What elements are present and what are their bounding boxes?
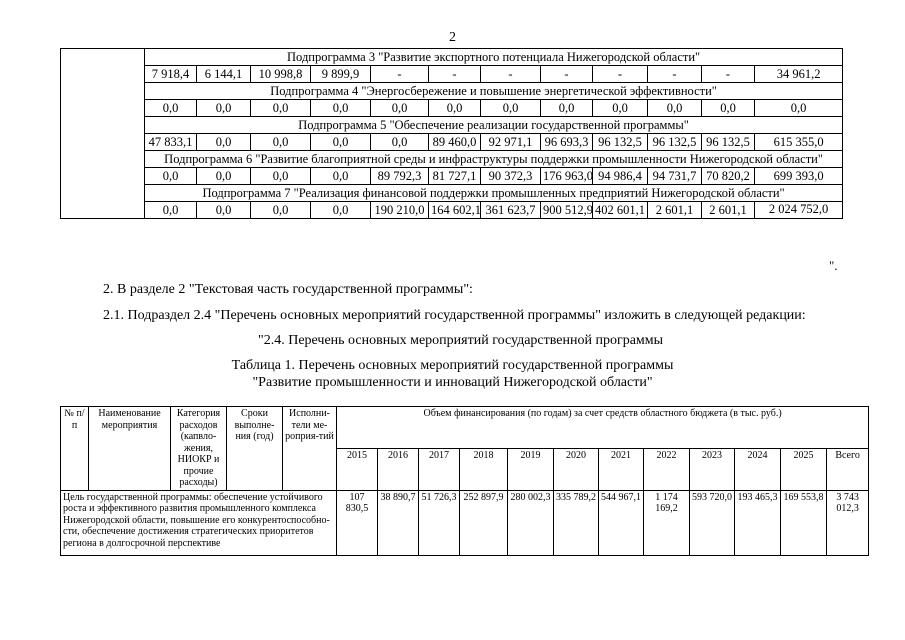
value-cell: 96 132,5 — [648, 134, 702, 151]
value-cell: 0,0 — [755, 100, 843, 117]
value-cell: - — [702, 66, 755, 83]
year-header: Всего — [827, 448, 869, 490]
value-cell: 89 460,0 — [429, 134, 481, 151]
value-cell: 6 144,1 — [197, 66, 251, 83]
value-cell: 0,0 — [197, 168, 251, 185]
value-cell: 190 210,0 — [371, 202, 429, 219]
subprogram-values-row — [61, 168, 843, 185]
subprogram-title-row — [61, 117, 843, 134]
value-cell: 402 601,1 — [593, 202, 648, 219]
subprogram-title-row — [61, 49, 843, 66]
subprogram-title: Подпрограмма 7 "Реализация финансовой поддержки промышленных предприятий Нижегородской области" — [145, 185, 843, 202]
value-cell: 0,0 — [145, 168, 197, 185]
goal-value-cell: 593 720,0 — [690, 490, 735, 555]
goal-value-cell: 280 002,3 — [508, 490, 554, 555]
value-cell: 0,0 — [311, 134, 371, 151]
year-header: 2025 — [781, 448, 827, 490]
subprogram-title-row — [61, 83, 843, 100]
goal-value-cell: 335 789,2 — [554, 490, 599, 555]
value-cell: 0,0 — [702, 100, 755, 117]
value-cell: 94 986,4 — [593, 168, 648, 185]
value-cell: 7 918,4 — [145, 66, 197, 83]
value-cell: 2 601,1 — [702, 202, 755, 219]
header-terms: Сроки выполне-ния (год) — [227, 407, 283, 491]
subprogram-title-row — [61, 151, 843, 168]
header-executors: Исполни-тели ме-роприя-тий — [283, 407, 337, 491]
paragraph-subsection-2-1: 2.1. Подраздел 2.4 "Перечень основных мероприятий государственной программы" изложить в следующей редакции: — [103, 308, 806, 323]
value-cell: - — [593, 66, 648, 83]
header-expense-category: Категория расходов (капвло-жения, НИОКР и прочие расходы) — [171, 407, 227, 491]
value-cell: 164 602,1 — [429, 202, 481, 219]
value-cell: 70 820,2 — [702, 168, 755, 185]
goal-value-cell: 193 465,3 — [735, 490, 781, 555]
top-financing-table — [60, 48, 843, 219]
value-cell: 0,0 — [593, 100, 648, 117]
value-cell: 96 132,5 — [702, 134, 755, 151]
value-cell: 0,0 — [311, 202, 371, 219]
goal-value-cell: 1 174 169,2 — [644, 490, 690, 555]
table-caption-line-1: Таблица 1. Перечень основных мероприятий государственной программы — [231, 358, 674, 373]
value-cell: 94 731,7 — [648, 168, 702, 185]
value-cell: 89 792,3 — [371, 168, 429, 185]
subprogram-values-row — [61, 202, 843, 219]
value-cell: 0,0 — [251, 100, 311, 117]
value-cell: 176 963,0 — [541, 168, 593, 185]
value-cell: - — [371, 66, 429, 83]
goal-value-cell: 3 743 012,3 — [827, 490, 869, 555]
value-cell: 0,0 — [145, 100, 197, 117]
value-cell: 10 998,8 — [251, 66, 311, 83]
value-cell: - — [648, 66, 702, 83]
subprogram-values-row — [61, 66, 843, 83]
value-cell: - — [429, 66, 481, 83]
paragraph-section-2: 2. В разделе 2 "Текстовая часть государственной программы": — [103, 282, 473, 297]
value-cell: 0,0 — [197, 202, 251, 219]
value-cell: 0,0 — [541, 100, 593, 117]
goal-value-cell: 544 967,1 — [599, 490, 644, 555]
value-cell: 0,0 — [311, 168, 371, 185]
blank-left-column — [61, 49, 145, 219]
value-cell: 0,0 — [481, 100, 541, 117]
value-cell: 92 971,1 — [481, 134, 541, 151]
subprogram-title: Подпрограмма 6 "Развитие благоприятной среды и инфраструктуры поддержки промышленности Нижегородской области" — [145, 151, 843, 168]
subprogram-values-row — [61, 134, 843, 151]
value-cell: 0,0 — [311, 100, 371, 117]
table-caption-line-2: "Развитие промышленности и инноваций Нижегородской области" — [252, 375, 653, 390]
year-header: 2023 — [690, 448, 735, 490]
value-cell: 0,0 — [197, 134, 251, 151]
subprogram-title-row — [61, 185, 843, 202]
subprogram-title: Подпрограмма 5 "Обеспечение реализации государственной программы" — [145, 117, 843, 134]
value-cell: 0,0 — [648, 100, 702, 117]
subprogram-title: Подпрограмма 3 "Развитие экспортного потенциала Нижегородской области" — [145, 49, 843, 66]
goal-text: Цель государственной программы: обеспечение устойчивого роста и эффективного развития промышленного комплекса Нижегородской области, повышение его конкурентоспособно-сти, обеспечение достижения стратегических приоритетов региона в долгосрочной перспективе — [61, 490, 337, 555]
year-header: 2017 — [419, 448, 460, 490]
value-cell: - — [541, 66, 593, 83]
value-cell: 699 393,0 — [755, 168, 843, 185]
goal-value-cell: 107 830,5 — [337, 490, 378, 555]
value-cell: 0,0 — [371, 134, 429, 151]
goal-value-cell: 169 553,8 — [781, 490, 827, 555]
value-cell: 361 623,7 — [481, 202, 541, 219]
value-cell: 0,0 — [371, 100, 429, 117]
header-financing: Объем финансирования (по годам) за счет средств областного бюджета (в тыс. руб.) — [337, 407, 869, 449]
value-cell: 0,0 — [145, 202, 197, 219]
value-cell: 0,0 — [197, 100, 251, 117]
year-header: 2022 — [644, 448, 690, 490]
year-header: 2016 — [378, 448, 419, 490]
year-header: 2021 — [599, 448, 644, 490]
value-cell: 81 727,1 — [429, 168, 481, 185]
year-header: 2020 — [554, 448, 599, 490]
paragraph-heading-2-4: "2.4. Перечень основных мероприятий государственной программы — [258, 333, 664, 348]
goal-value-cell: 252 897,9 — [460, 490, 508, 555]
year-header: 2015 — [337, 448, 378, 490]
value-cell: - — [481, 66, 541, 83]
value-cell: 9 899,9 — [311, 66, 371, 83]
year-header: 2019 — [508, 448, 554, 490]
goal-value-cell: 51 726,3 — [419, 490, 460, 555]
value-cell: 90 372,3 — [481, 168, 541, 185]
value-cell: 96 693,3 — [541, 134, 593, 151]
value-cell: 0,0 — [429, 100, 481, 117]
closing-quote: ". — [829, 258, 838, 273]
subprogram-title: Подпрограмма 4 "Энергосбережение и повышение энергетической эффективности" — [145, 83, 843, 100]
value-cell: 2 601,1 — [648, 202, 702, 219]
header-number: № п/п — [61, 407, 89, 491]
value-cell: 900 512,9 — [541, 202, 593, 219]
main-activities-table — [60, 406, 869, 556]
year-header: 2024 — [735, 448, 781, 490]
value-cell: 34 961,2 — [755, 66, 843, 83]
goal-row — [61, 490, 869, 555]
value-cell: 47 833,1 — [145, 134, 197, 151]
goal-value-cell: 38 890,7 — [378, 490, 419, 555]
header-activity-name: Наименование мероприятия — [89, 407, 171, 491]
value-cell: 0,0 — [251, 202, 311, 219]
value-cell: 2 024 752,0 — [755, 202, 843, 219]
value-cell: 0,0 — [251, 134, 311, 151]
year-header: 2018 — [460, 448, 508, 490]
subprogram-values-row — [61, 100, 843, 117]
value-cell: 615 355,0 — [755, 134, 843, 151]
value-cell: 96 132,5 — [593, 134, 648, 151]
value-cell: 0,0 — [251, 168, 311, 185]
page-number: 2 — [449, 30, 456, 45]
